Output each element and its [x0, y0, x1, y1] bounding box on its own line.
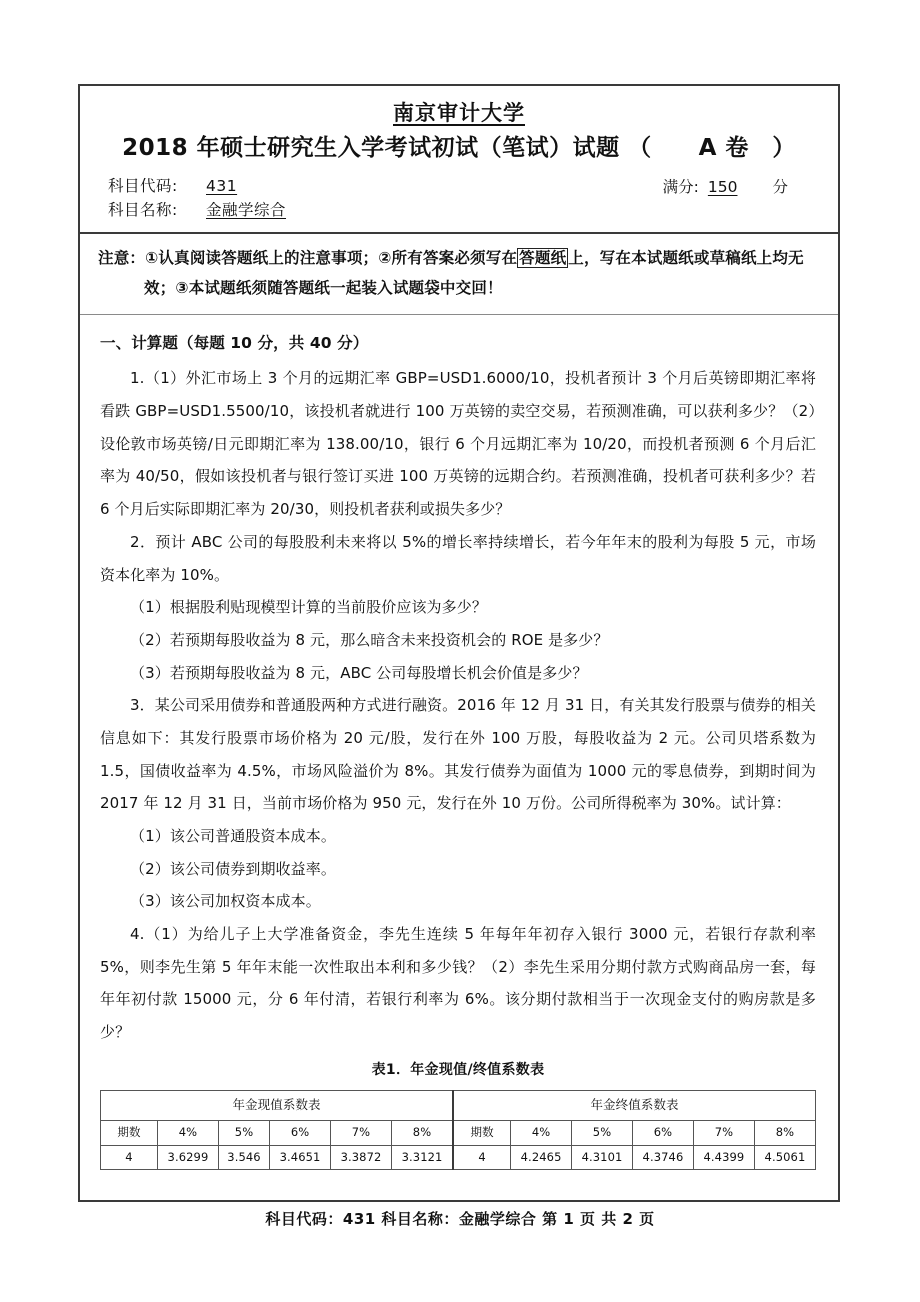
- cell-pv-8: 3.3121: [391, 1145, 453, 1170]
- question-3-part-1: （1）该公司普通股资本成本。: [130, 827, 336, 846]
- full-score-label: 满分:: [662, 178, 699, 197]
- question-1: 1.（1）外汇市场上 3 个月的远期汇率 GBP=USD1.6000/10，投机者预计 3 个月后英镑即期汇率将看跌 GBP=USD1.5500/10，该投机者就进行 100 万英镑的卖空交易，若预测准确，可以获利多少？（2）设伦敦市场英镑/日元即期汇率为 138.00/10，银行 6 个月远期汇率为 10/20，而投机者预测 6 个月后汇率为 40/50，假如该投机者与银行签订买进 100 万英镑的远期合约。若预测准确，投机者可获利多少？若 6 个月后实际即期汇率为 20/30，则投机者获利或损失多少？: [100, 369, 816, 519]
- table-col-periods-pv: 期数: [101, 1121, 158, 1146]
- cell-fv-5: 4.3101: [572, 1145, 633, 1170]
- notice-line-1: [98, 243, 818, 273]
- table-col-fv-8: 8%: [754, 1121, 815, 1146]
- cell-fv-7: 4.4399: [693, 1145, 754, 1170]
- table-caption: 表1．年金现值/终值系数表: [371, 1061, 545, 1078]
- table-col-fv-4: 4%: [511, 1121, 572, 1146]
- subject-code-label: 科目代码:: [108, 177, 178, 196]
- table-col-periods-fv: 期数: [453, 1121, 511, 1146]
- question-3-part-3: （3）该公司加权资本成本。: [130, 892, 321, 911]
- cell-periods-pv: 4: [101, 1145, 158, 1170]
- table-group-header-fv: 年金终值系数表: [453, 1091, 815, 1121]
- notice-text-a: ①认真阅读答题纸上的注意事项；②所有答案必须写在: [145, 249, 518, 268]
- cell-fv-8: 4.5061: [754, 1145, 815, 1170]
- cell-pv-4: 3.6299: [158, 1145, 219, 1170]
- notice-block: [80, 234, 838, 313]
- exam-header: [80, 86, 838, 226]
- full-score-unit: 分: [772, 178, 788, 197]
- notice-line-2: 效；③本试题纸须随答题纸一起装入试题袋中交回！: [144, 279, 503, 298]
- cell-fv-4: 4.2465: [511, 1145, 572, 1170]
- full-score-group: [663, 175, 788, 199]
- question-2-part-1: （1）根据股利贴现模型计算的当前股价应该为多少？: [130, 598, 487, 617]
- subject-code-value: 431: [206, 177, 238, 196]
- table-col-pv-4: 4%: [158, 1121, 219, 1146]
- table-col-fv-7: 7%: [693, 1121, 754, 1146]
- question-4: 4.（1）为给儿子上大学准备资金，李先生连续 5 年每年年初存入银行 3000 元，若银行存款利率 5%，则李先生第 5 年年末能一次性取出本利和多少钱？（2）李先生采用分期付款方式购商品房一套，每年年初付款 15000 元，分 6 年付清，若银行利率为 6%。该分期付款相当于一次现金支付的购房款是多少？: [100, 925, 816, 1042]
- cell-pv-7: 3.3872: [331, 1145, 392, 1170]
- question-2: 2．预计 ABC 公司的每股股利未来将以 5%的增长率持续增长，若今年年末的股利为每股 5 元，市场资本化率为 10%。: [100, 532, 816, 584]
- cell-pv-5: 3.546: [218, 1145, 269, 1170]
- subject-name-value: 金融学综合: [206, 201, 287, 220]
- table-col-pv-6: 6%: [270, 1121, 331, 1146]
- table-column-header-row: [101, 1121, 816, 1146]
- question-2-part-3: （3）若预期每股收益为 8 元，ABC 公司每股增长机会价值是多少？: [130, 663, 588, 682]
- question-3: 3．某公司采用债券和普通股两种方式进行融资。2016 年 12 月 31 日，有关其发行股票与债券的相关信息如下：其发行股票市场价格为 20 元/股，发行在外 100 万股，每股收益为 2 元。公司贝塔系数为 1.5，国债收益率为 4.5%，市场风险溢价为 8%。其发行债券为面值为 1000 元的零息债券，到期时间为 2017 年 12 月 31 日，当前市场价格为 950 元，发行在外 10 万份。公司所得税率为 30%。试计算：: [100, 696, 816, 813]
- exam-meta: [102, 174, 816, 222]
- exam-page-frame: [78, 84, 840, 1202]
- exam-title: 2018 年硕士研究生入学考试初试（笔试）试题 （ A 卷 ）: [122, 135, 796, 162]
- table-col-pv-8: 8%: [391, 1121, 453, 1146]
- notice-prefix: 注意：: [98, 249, 146, 268]
- table-col-pv-7: 7%: [331, 1121, 392, 1146]
- subject-name-row: [108, 198, 816, 222]
- university-name: 南京审计大学: [393, 101, 525, 125]
- page-footer: 科目代码：431 科目名称：金融学综合 第 1 页 共 2 页: [265, 1210, 655, 1228]
- table-col-fv-5: 5%: [572, 1121, 633, 1146]
- question-2-part-2: （2）若预期每股收益为 8 元，那么暗含未来投资机会的 ROE 是多少？: [130, 630, 609, 649]
- table-col-pv-5: 5%: [218, 1121, 269, 1146]
- table-group-header-pv: 年金现值系数表: [101, 1091, 454, 1121]
- notice-text-b: 上，写在本试题纸或草稿纸上均无: [568, 249, 804, 268]
- cell-fv-6: 4.3746: [633, 1145, 694, 1170]
- table-row: [101, 1145, 816, 1170]
- full-score-value: 150: [707, 178, 738, 197]
- cell-pv-6: 3.4651: [270, 1145, 331, 1170]
- section-heading: 一、计算题（每题 10 分，共 40 分）: [100, 333, 369, 352]
- exam-body: [80, 315, 838, 1177]
- question-3-part-2: （2）该公司债券到期收益率。: [130, 859, 336, 878]
- subject-name-label: 科目名称:: [108, 201, 178, 220]
- table-col-fv-6: 6%: [633, 1121, 694, 1146]
- notice-boxed-term: 答题纸: [519, 249, 567, 268]
- cell-periods-fv: 4: [453, 1145, 511, 1170]
- annuity-coefficient-table: [100, 1090, 816, 1170]
- table-group-header-row: [101, 1091, 816, 1121]
